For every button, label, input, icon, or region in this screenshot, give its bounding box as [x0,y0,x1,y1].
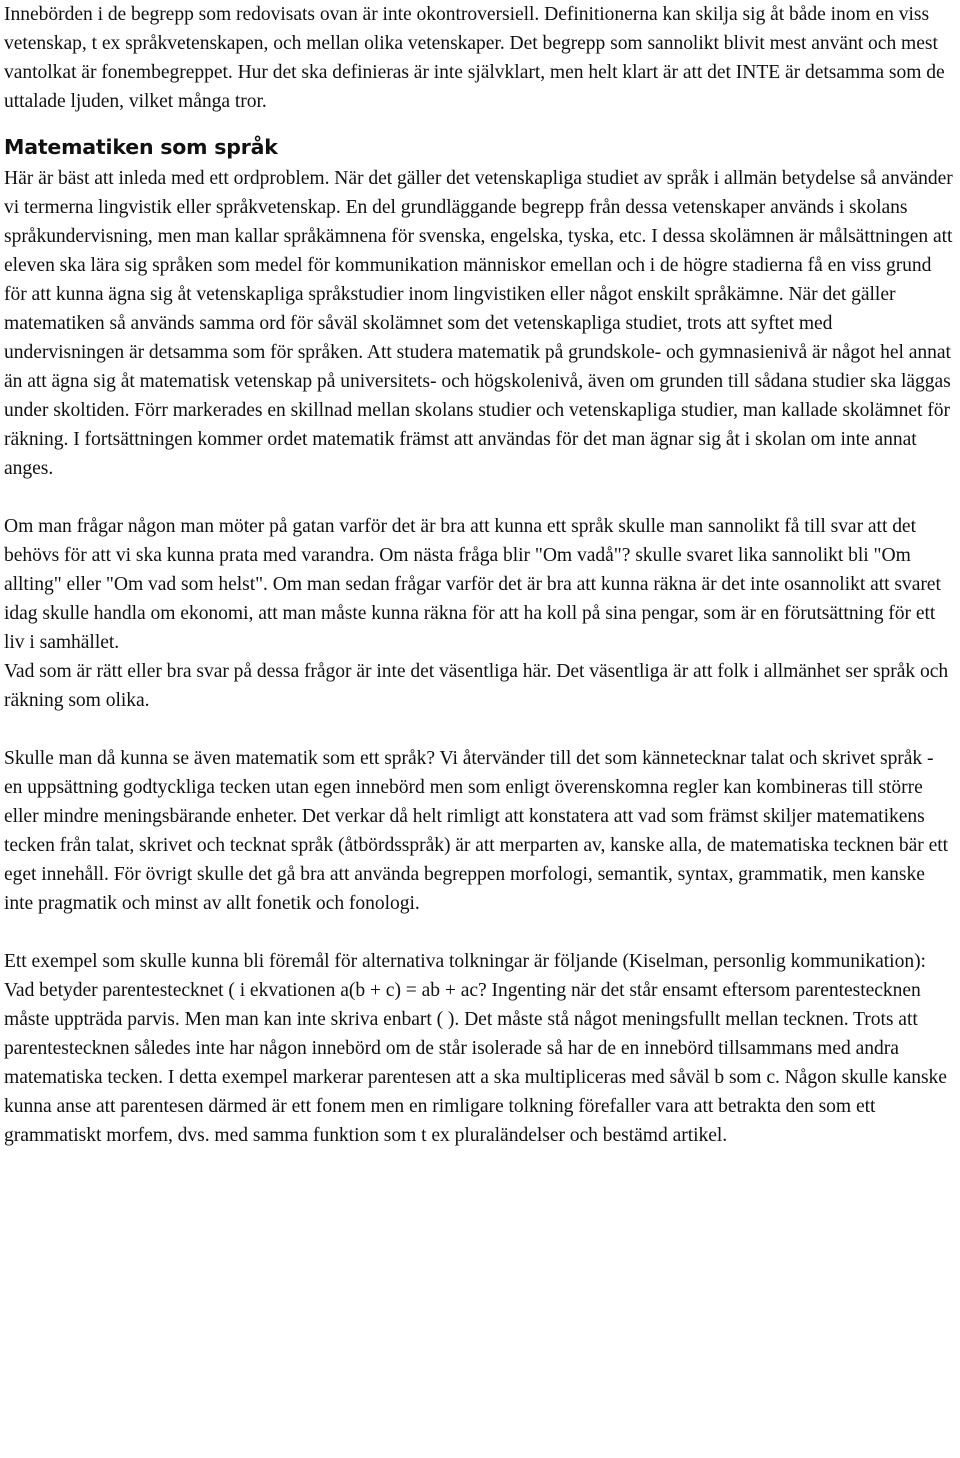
document-page [4,0,956,1150]
paragraph-fraga-pa-gatan: Om man frågar någon man möter på gatan varför det är bra att kunna ett språk skulle man sannolikt få till svar att det behövs för att vi ska kunna prata med varandra. Om nästa fråga blir "Om vadå"? skulle svaret lika sannolikt bli "Om allting" eller "Om vad som helst". Om man sedan frågar varför det är bra att kunna räkna är det inte osannolikt att svaret idag skulle handla om ekonomi, att man måste kunna räkna för att ha koll på sina pengar, som är en förutsättning för ett liv i samhället. [4,516,941,653]
paragraph-parentestecknet: Vad betyder parentestecknet ( i ekvationen a(b + c) = ab + ac? Ingenting när det står ensamt eftersom parentestecknen måste uppträda parvis. Men man kan inte skriva enbart ( ). Det måste stå något meningsfullt mellan tecknen. Trots att parentestecknen således inte har någon innebörd om de står isolerade så har de en innebörd tillsammans med andra matematiska tecken. I detta exempel markerar parentesen att a ska multipliceras med såväl b som c. Någon skulle kanske kunna anse att parentesen därmed är ett fonem men en rimligare tolkning förefaller vara att betrakta den som ett grammatiskt morfem, dvs. med samma funktion som t ex pluraländelser och bestämd artikel. [4,980,947,1146]
paragraph-spacer [4,715,956,744]
paragraph-ordproblem: Här är bäst att inleda med ett ordproblem. När det gäller det vetenskapliga studiet av språk i allmän betydelse så använder vi termerna lingvistik eller språkvetenskap. En del grundläggande begrepp från dessa vetenskaper används i skolans språkundervisning, men man kallar språkämnena för svenska, engelska, tyska, etc. I dessa skolämnen är målsättningen att eleven ska lära sig språken som medel för kommunikation människor emellan och i de högre stadierna få en viss grund för att kunna ägna sig åt vetenskapliga språkstudier inom lingvistiken eller något enskilt språkämne. När det gäller matematiken så används samma ord för såväl skolämnet som det vetenskapliga studiet, trots att syftet med undervisningen är detsamma som för språken. Att studera matematik på grundskole- och gymnasienivå är något hel annat än att ägna sig åt matematisk vetenskap på universitets- och högskolenivå, även om grunden till sådana studier ska läggas under skoltiden. Förr markerades en skillnad mellan skolans studier och vetenskapliga studier, man kallade skolämnet för räkning. I fortsättningen kommer ordet matematik främst att användas för det man ägnar sig åt i skolan om inte annat anges. [4,168,953,479]
paragraph-matematik-som-sprak: Skulle man då kunna se även matematik som ett språk? Vi återvänder till det som kännetecknar talat och skrivet språk - en uppsättning godtyckliga tecken utan egen innebörd men som enligt överenskomna regler kan kombineras till större eller mindre meningsbärande enheter. Det verkar då helt rimligt att konstatera att vad som främst skiljer matematikens tecken från talat, skrivet och tecknat språk (åtbördsspråk) är att merparten av, kanske alla, de matematiska tecknen bär ett eget innehåll. För övrigt skulle det gå bra att använda begreppen morfologi, semantik, syntax, grammatik, men kanske inte pragmatik och minst av allt fonetik och fonologi. [4,748,949,914]
paragraph-exempel-intro: Ett exempel som skulle kunna bli föremål för alternativa tolkningar är följande (Kiselman, personlig kommunikation): [4,951,926,972]
section-heading: Matematiken som språk [4,135,278,159]
intro-paragraph: Innebörden i de begrepp som redovisats ovan är inte okontroversiell. Definitionerna kan skilja sig åt både inom en viss vetenskap, t ex språkvetenskapen, och mellan olika vetenskaper. Det begrepp som sannolikt blivit mest använt och mest vantolkat är fonembegreppet. Hur det ska definieras är inte självklart, men helt klart är att det INTE är detsamma som de uttalade ljuden, vilket många tror. [4,4,945,112]
paragraph-spacer [4,918,956,947]
paragraph-spacer [4,483,956,512]
paragraph-ratt-svar: Vad som är rätt eller bra svar på dessa frågor är inte det väsentliga här. Det väsentliga är att folk i allmänhet ser språk och räkning som olika. [4,661,949,711]
